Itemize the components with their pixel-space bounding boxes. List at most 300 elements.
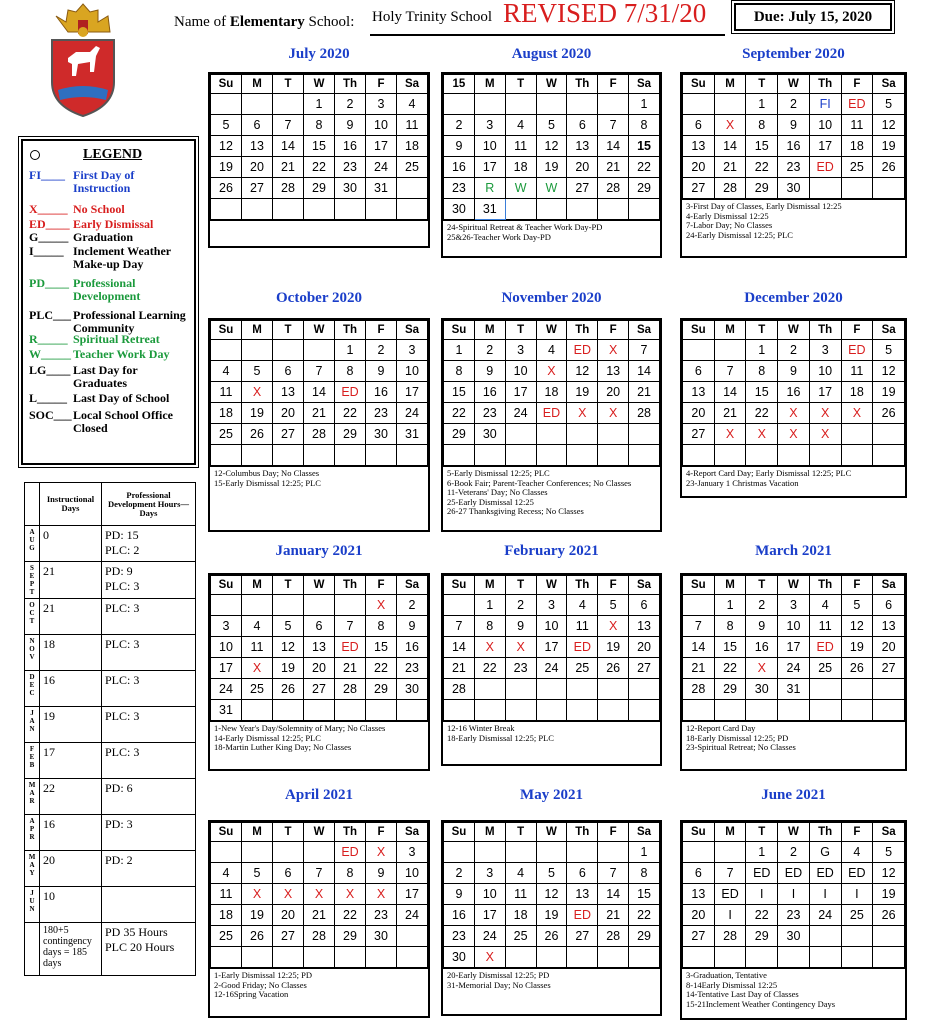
calendar-day: 26 <box>873 905 905 926</box>
calendar-day: 31 <box>397 424 428 445</box>
calendar-day: 14 <box>273 136 304 157</box>
calendar-day: X <box>714 115 746 136</box>
calendar-day: 8 <box>629 863 660 884</box>
calendar-day: 18 <box>536 382 567 403</box>
calendar-day: 18 <box>505 157 536 178</box>
calendar-day: 13 <box>683 382 715 403</box>
weekday-header: M <box>474 321 505 340</box>
calendar-day: 25 <box>397 157 428 178</box>
calendar-day: 26 <box>273 679 304 700</box>
calendar-day: 4 <box>567 595 598 616</box>
calendar-day: 17 <box>397 884 428 905</box>
calendar-day: 6 <box>273 361 304 382</box>
calendar-day: 1 <box>335 340 366 361</box>
calendar-day <box>683 340 715 361</box>
calendar-day <box>242 445 273 466</box>
calendar-day <box>629 700 660 721</box>
calendar-day <box>335 595 366 616</box>
calendar-day: 2 <box>366 340 397 361</box>
summary-month: O C T <box>25 599 40 635</box>
calendar-day: ED <box>335 637 366 658</box>
calendar-day <box>683 445 715 466</box>
calendar-day: W <box>536 178 567 199</box>
calendar-day <box>444 445 475 466</box>
calendar-day: 30 <box>397 679 428 700</box>
calendar-day <box>211 94 242 115</box>
month-calendar <box>680 318 907 498</box>
calendar-day: 27 <box>683 926 715 947</box>
legend-item <box>29 364 191 390</box>
calendar-day <box>474 445 505 466</box>
legend-item <box>29 277 191 303</box>
calendar-day: I <box>841 884 873 905</box>
calendar-day: X <box>809 403 841 424</box>
summary-total-pd: PD 35 Hours PLC 20 Hours <box>102 923 196 976</box>
calendar-day: X <box>273 884 304 905</box>
legend-code: PLC___ <box>29 308 71 322</box>
calendar-day <box>242 947 273 968</box>
summary-row <box>25 562 196 599</box>
calendar-day: 12 <box>211 136 242 157</box>
calendar-day: 6 <box>567 863 598 884</box>
weekday-header: F <box>366 823 397 842</box>
calendar-day: 3 <box>809 340 841 361</box>
summary-month: S E P T <box>25 562 40 599</box>
calendar-day: X <box>242 658 273 679</box>
calendar-day: X <box>778 403 810 424</box>
calendar-day: 20 <box>683 905 715 926</box>
calendar-day: 19 <box>873 382 905 403</box>
calendar-day <box>629 947 660 968</box>
calendar-day: 29 <box>366 679 397 700</box>
calendar-day: 11 <box>397 115 428 136</box>
calendar-day: 25 <box>211 424 242 445</box>
calendar-day: 21 <box>304 403 335 424</box>
calendar-day: 24 <box>211 679 242 700</box>
calendar-day: 23 <box>366 403 397 424</box>
calendar-day: 26 <box>873 403 905 424</box>
calendar-day <box>683 842 715 863</box>
legend-box <box>21 139 196 465</box>
calendar-day: 18 <box>397 136 428 157</box>
calendar-day: 21 <box>598 157 629 178</box>
calendar-day: 22 <box>335 905 366 926</box>
calendar-day <box>211 445 242 466</box>
calendar-day: 16 <box>778 382 810 403</box>
calendar-day: X <box>335 884 366 905</box>
calendar-day: 16 <box>778 136 810 157</box>
calendar-day <box>683 94 715 115</box>
legend-description: Professional Learning Community <box>73 308 186 335</box>
month-calendar <box>441 820 662 1016</box>
instructional-days-summary-table <box>24 482 196 976</box>
calendar-day: 23 <box>397 658 428 679</box>
calendar-day: 27 <box>873 658 905 679</box>
weekday-header: F <box>841 576 873 595</box>
calendar-day: X <box>809 424 841 445</box>
calendar-day: 19 <box>598 637 629 658</box>
calendar-day <box>873 947 905 968</box>
calendar-day <box>873 700 905 721</box>
calendar-day: 2 <box>474 340 505 361</box>
weekday-header: T <box>746 576 778 595</box>
month-title: March 2021 <box>755 543 832 559</box>
calendar-day <box>397 700 428 721</box>
calendar-day: 29 <box>335 424 366 445</box>
weekday-header: T <box>273 321 304 340</box>
calendar-day: 16 <box>335 136 366 157</box>
legend-code: ED____ <box>29 217 70 231</box>
legend-item <box>29 348 191 361</box>
weekday-header: Sa <box>629 321 660 340</box>
calendar-day <box>444 94 475 115</box>
weekday-header: Sa <box>873 576 905 595</box>
calendar-day <box>746 700 778 721</box>
month-notes: 5-Early Dismissal 12:25; PLC 6-Book Fair; Parent-Teacher Conferences; No Classes 11-Veterans' Day; No Classes 25-Early Dismissal 12:25 26-27 Thanksgiving Recess; No Classes <box>443 466 660 519</box>
calendar-day <box>629 199 660 220</box>
calendar-day: 12 <box>841 616 873 637</box>
calendar-day: 20 <box>629 637 660 658</box>
calendar-day: 10 <box>474 136 505 157</box>
weekday-header: Th <box>335 321 366 340</box>
calendar-day: X <box>567 403 598 424</box>
weekday-header: M <box>714 823 746 842</box>
calendar-day: 2 <box>505 595 536 616</box>
weekday-header: F <box>366 321 397 340</box>
summary-instructional-days: 20 <box>40 851 102 887</box>
calendar-day <box>714 947 746 968</box>
calendar-day: ED <box>335 842 366 863</box>
calendar-day: 15 <box>714 637 746 658</box>
calendar-day <box>505 424 536 445</box>
legend-code: W_____ <box>29 347 71 361</box>
calendar-day: 22 <box>629 157 660 178</box>
calendar-day: 28 <box>629 403 660 424</box>
calendar-day: 24 <box>809 905 841 926</box>
month-title: February 2021 <box>504 543 599 559</box>
calendar-day: 1 <box>629 842 660 863</box>
calendar-day: 15 <box>629 136 660 157</box>
weekday-header: M <box>474 75 505 94</box>
calendar-day: I <box>809 884 841 905</box>
calendar-day <box>242 842 273 863</box>
calendar-day: ED <box>841 863 873 884</box>
calendar-day: 29 <box>629 926 660 947</box>
calendar-day: 10 <box>366 115 397 136</box>
calendar-day: 30 <box>474 424 505 445</box>
circle-icon <box>30 150 40 160</box>
calendar-day: 24 <box>397 403 428 424</box>
calendar-day: 8 <box>335 863 366 884</box>
weekday-header: W <box>778 823 810 842</box>
calendar-day <box>567 947 598 968</box>
calendar-day <box>598 842 629 863</box>
calendar-day: 9 <box>444 884 475 905</box>
calendar-day: 7 <box>304 863 335 884</box>
calendar-day <box>397 199 428 220</box>
calendar-day: 7 <box>629 340 660 361</box>
weekday-header: 15 <box>444 75 475 94</box>
summary-instructional-days: 19 <box>40 707 102 743</box>
weekday-header: Sa <box>873 823 905 842</box>
calendar-day: ED <box>536 403 567 424</box>
calendar-day <box>598 445 629 466</box>
calendar-day: 9 <box>778 361 810 382</box>
legend-item <box>29 245 191 271</box>
calendar-day <box>273 340 304 361</box>
legend-code: G_____ <box>29 230 69 244</box>
calendar-day <box>273 947 304 968</box>
summary-row <box>25 779 196 815</box>
weekday-header: Th <box>335 823 366 842</box>
calendar-day <box>242 340 273 361</box>
weekday-header: Su <box>683 75 715 94</box>
calendar-day <box>536 445 567 466</box>
calendar-day: 3 <box>474 863 505 884</box>
calendar-day: 13 <box>598 361 629 382</box>
calendar-day: 21 <box>629 382 660 403</box>
calendar-day: 19 <box>211 157 242 178</box>
summary-header-row <box>25 483 196 526</box>
calendar-day: 22 <box>746 157 778 178</box>
summary-pd-hours: PD: 3 <box>102 815 196 851</box>
summary-pd-hours: PD: 6 <box>102 779 196 815</box>
calendar-day: 8 <box>304 115 335 136</box>
calendar-day: 13 <box>629 616 660 637</box>
calendar-day <box>444 700 475 721</box>
calendar-day: 17 <box>474 905 505 926</box>
summary-month: M A Y <box>25 851 40 887</box>
calendar-day: 21 <box>273 157 304 178</box>
calendar-day: 20 <box>273 403 304 424</box>
calendar-day: 1 <box>746 842 778 863</box>
calendar-day: 25 <box>841 905 873 926</box>
calendar-day: 18 <box>841 382 873 403</box>
calendar-day: 24 <box>536 658 567 679</box>
calendar-day: 17 <box>809 136 841 157</box>
calendar-day: 20 <box>304 658 335 679</box>
calendar-day: 17 <box>778 637 810 658</box>
month-calendar <box>208 318 430 532</box>
calendar-day: X <box>242 382 273 403</box>
calendar-day: 30 <box>746 679 778 700</box>
weekday-header: F <box>841 823 873 842</box>
calendar-day <box>714 94 746 115</box>
calendar-day: 5 <box>211 115 242 136</box>
calendar-day <box>598 947 629 968</box>
weekday-header: Sa <box>397 576 428 595</box>
calendar-day: 9 <box>397 616 428 637</box>
calendar-day: 7 <box>714 361 746 382</box>
calendar-day: 27 <box>567 178 598 199</box>
weekday-header: Su <box>683 576 715 595</box>
calendar-day: 9 <box>366 863 397 884</box>
calendar-day: 24 <box>366 157 397 178</box>
calendar-day: ED <box>567 905 598 926</box>
calendar-day: 22 <box>746 403 778 424</box>
weekday-header: Sa <box>873 321 905 340</box>
weekday-header: Su <box>211 75 242 94</box>
calendar-day: 11 <box>505 136 536 157</box>
calendar-day: 12 <box>873 115 905 136</box>
calendar-day: 3 <box>397 340 428 361</box>
weekday-header: F <box>598 576 629 595</box>
calendar-day: 20 <box>598 382 629 403</box>
weekday-header: Sa <box>397 823 428 842</box>
summary-row <box>25 887 196 923</box>
calendar-day: 13 <box>683 136 715 157</box>
calendar-day: 28 <box>273 178 304 199</box>
calendar-day: 26 <box>536 926 567 947</box>
calendar-day <box>304 595 335 616</box>
calendar-day: 19 <box>242 905 273 926</box>
calendar-day: 7 <box>335 616 366 637</box>
weekday-header: Th <box>809 321 841 340</box>
legend-description: Last Day for Graduates <box>73 363 138 390</box>
calendar-day: 30 <box>444 199 475 220</box>
calendar-day: 30 <box>335 178 366 199</box>
calendar-day: 19 <box>536 905 567 926</box>
summary-month: J A N <box>25 707 40 743</box>
summary-pd-hours: PD: 2 <box>102 851 196 887</box>
legend-description: Early Dismissal <box>73 217 154 231</box>
summary-row <box>25 707 196 743</box>
calendar-day <box>536 947 567 968</box>
calendar-day: 23 <box>444 178 475 199</box>
calendar-day: 19 <box>536 157 567 178</box>
calendar-day <box>397 947 428 968</box>
calendar-day: 29 <box>714 679 746 700</box>
calendar-day <box>683 947 715 968</box>
calendar-day: 15 <box>629 884 660 905</box>
calendar-day: 7 <box>273 115 304 136</box>
calendar-day: I <box>778 884 810 905</box>
weekday-header: W <box>304 823 335 842</box>
legend-item <box>29 169 191 195</box>
month-title: October 2020 <box>276 290 362 306</box>
legend-description: Last Day of School <box>73 391 170 405</box>
weekday-header: Th <box>567 823 598 842</box>
calendar-day: 6 <box>567 115 598 136</box>
calendar-day <box>335 700 366 721</box>
calendar-day <box>211 199 242 220</box>
calendar-day <box>683 595 715 616</box>
calendar-day <box>778 445 810 466</box>
diocese-crest-logo <box>38 2 128 118</box>
calendar-day: 17 <box>536 637 567 658</box>
calendar-day: 4 <box>505 115 536 136</box>
calendar-day: X <box>598 403 629 424</box>
calendar-day: 9 <box>335 115 366 136</box>
calendar-day <box>841 445 873 466</box>
calendar-day: ED <box>714 884 746 905</box>
summary-pd-hours: PD: 15 PLC: 2 <box>102 526 196 562</box>
calendar-day: 28 <box>304 424 335 445</box>
calendar-day: I <box>746 884 778 905</box>
month-title: November 2020 <box>501 290 602 306</box>
calendar-day: 19 <box>242 403 273 424</box>
calendar-day <box>474 842 505 863</box>
calendar-day <box>746 445 778 466</box>
calendar-day: 17 <box>366 136 397 157</box>
calendar-day: 1 <box>746 340 778 361</box>
calendar-day: 22 <box>746 905 778 926</box>
calendar-day: 23 <box>366 905 397 926</box>
month-notes: 1-Early Dismissal 12:25; PD 2-Good Friday; No Classes 12-16Spring Vacation <box>210 968 428 1002</box>
calendar-day: 1 <box>714 595 746 616</box>
weekday-header: Su <box>444 321 475 340</box>
calendar-day: 17 <box>474 157 505 178</box>
calendar-day: 5 <box>242 863 273 884</box>
calendar-day: X <box>505 637 536 658</box>
summary-row <box>25 743 196 779</box>
due-date-box: Due: July 15, 2020 <box>734 3 892 31</box>
weekday-header: Th <box>809 75 841 94</box>
calendar-day: 10 <box>397 361 428 382</box>
weekday-header: F <box>841 75 873 94</box>
calendar-day: 28 <box>714 178 746 199</box>
month-title: August 2020 <box>511 46 592 62</box>
calendar-day <box>598 94 629 115</box>
calendar-day <box>567 199 598 220</box>
calendar-day: X <box>304 884 335 905</box>
calendar-day: 28 <box>335 679 366 700</box>
weekday-header: Th <box>567 75 598 94</box>
calendar-day: 19 <box>841 637 873 658</box>
calendar-day: 6 <box>304 616 335 637</box>
calendar-day: 4 <box>841 842 873 863</box>
calendar-day: 13 <box>873 616 905 637</box>
weekday-header: T <box>273 823 304 842</box>
calendar-day <box>335 947 366 968</box>
calendar-day: 7 <box>304 361 335 382</box>
calendar-day <box>567 842 598 863</box>
calendar-day: 12 <box>536 884 567 905</box>
calendar-day <box>474 679 505 700</box>
weekday-header: Sa <box>397 75 428 94</box>
weekday-header: Su <box>211 823 242 842</box>
calendar-day: FI <box>809 94 841 115</box>
calendar-day: 25 <box>505 926 536 947</box>
calendar-day: 25 <box>567 658 598 679</box>
summary-month: A P R <box>25 815 40 851</box>
calendar-day <box>841 947 873 968</box>
calendar-day: 27 <box>273 424 304 445</box>
calendar-day: ED <box>567 637 598 658</box>
calendar-day: 23 <box>335 157 366 178</box>
calendar-day: 1 <box>746 94 778 115</box>
calendar-day: 26 <box>242 424 273 445</box>
calendar-day <box>366 947 397 968</box>
calendar-day: 26 <box>841 658 873 679</box>
calendar-day: 28 <box>714 926 746 947</box>
calendar-day: 3 <box>778 595 810 616</box>
calendar-day: 9 <box>366 361 397 382</box>
weekday-header: M <box>714 321 746 340</box>
pd-hours-header: Professional Development Hours— Days <box>102 483 196 526</box>
weekday-header: T <box>746 75 778 94</box>
calendar-day: 22 <box>304 157 335 178</box>
calendar-day: X <box>598 340 629 361</box>
legend-description: Inclement Weather Make-up Day <box>73 244 171 271</box>
calendar-day: 30 <box>444 947 475 968</box>
calendar-day: 31 <box>778 679 810 700</box>
calendar-day: 28 <box>598 926 629 947</box>
calendar-day: 11 <box>567 616 598 637</box>
month-title: December 2020 <box>744 290 843 306</box>
calendar-day <box>335 199 366 220</box>
summary-instructional-days: 21 <box>40 599 102 635</box>
